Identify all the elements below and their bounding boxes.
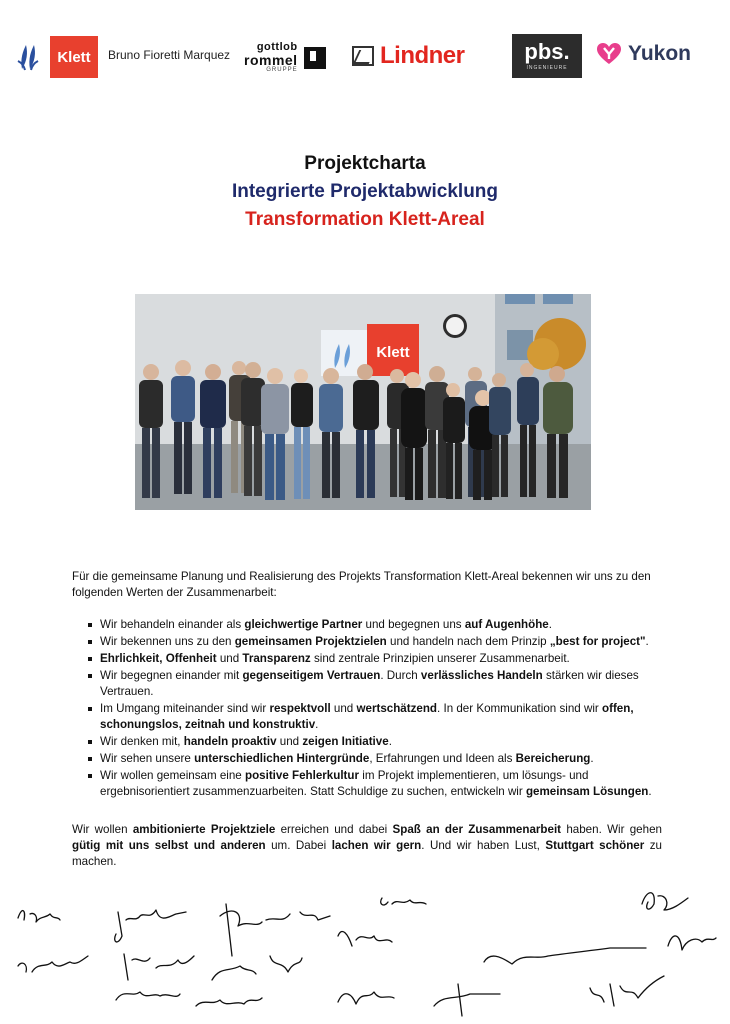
charter-body [72,569,662,870]
group-photo-illustration [135,294,591,510]
pbs-subtitle: INGENIEURE [526,65,568,71]
partner-logo-bar [0,30,730,84]
signature [196,998,262,1006]
klett-logo [14,36,98,78]
value-item: Wir denken mit, handeln proaktiv und zeigen Initiative. [88,734,662,750]
lindner-mark-icon [352,46,374,66]
yukon-logo [596,42,691,66]
rommel-top-text: gottlob [256,41,298,53]
signature [484,948,646,964]
klett-wordmark: Klett [50,36,98,78]
charter-title-block [0,150,730,234]
signature [116,992,180,1000]
rommel-main-text: rommel [244,52,298,68]
handwritten-signatures [0,876,730,1024]
signature [381,898,426,905]
charter-title: Projektcharta [304,153,426,174]
pbs-wordmark: pbs. [524,39,570,64]
signature-area [0,876,730,1024]
values-list [88,617,662,800]
pbs-logo [512,34,582,78]
value-item: Wir sehen unsere unterschiedlichen Hintergründe, Erfahrungen und Ideen als Bereicherung. [88,751,662,767]
bruno-fioretti-marquez-logo: Bruno Fioretti Marquez [108,48,231,62]
signature [668,936,716,950]
signature [18,911,60,922]
charter-subtitle-process: Integrierte Projektabwicklung [231,181,499,202]
rommel-sub-text: GRUPPE [266,67,298,73]
lindner-wordmark: Lindner [380,42,465,69]
signature [124,954,194,980]
signature [642,893,688,910]
charter-intro: Für die gemeinsame Planung und Realisierung des Projekts Transformation Klett-Areal bekennen wir uns zu den folgenden Werten der Zusammenarbeit: [72,570,651,599]
signature [338,931,392,946]
value-item: Wir bekennen uns zu den gemeinsamen Projektzielen und handeln nach dem Prinzip „best for project". [88,634,662,650]
signature [18,956,88,972]
photo-sign-text: Klett [376,344,410,361]
gottlob-rommel-logo [244,42,326,73]
signature [220,904,330,956]
signature [338,992,394,1004]
yukon-wordmark: Yukon [628,42,692,65]
value-item: Wir behandeln einander als gleichwertige Partner und begegnen uns auf Augenhöhe. [88,617,662,633]
team-group-photo [135,294,591,510]
value-item: Im Umgang miteinander sind wir respektvoll und wertschätzend. In der Kommunikation sind wir offen, schonungslos, zeitnah und konstruktiv. [88,701,662,733]
value-item: Ehrlichkeit, Offenheit und Transparenz sind zentrale Prinzipien unserer Zusammenarbeit. [88,651,662,667]
signature [590,976,664,1006]
value-item: Wir wollen gemeinsam eine positive Fehlerkultur im Projekt implementieren, um lösungs- und ergebnisorientiert zusammenzuarbeiten. Statt Schuldige zu suchen, entwickeln wir gemeinsam Lösungen. [88,768,662,800]
charter-closing: Wir wollen ambitionierte Projektziele erreichen und dabei Spaß an der Zusammenarbeit haben. Wir gehen gütig mit uns selbst und anderen um. Dabei lachen wir gern. Und wir haben Lust, Stuttgart schöner zu machen. [72,823,662,868]
yukon-heart-icon [596,42,622,66]
rommel-square-icon [304,47,326,69]
signature [434,984,500,1016]
value-item: Wir begegnen einander mit gegenseitigem Vertrauen. Durch verlässliches Handeln stärken wir dieses Vertrauen. [88,668,662,700]
lindner-logo [352,42,465,70]
signature [212,956,302,980]
signature [115,910,186,942]
charter-subtitle-project: Transformation Klett-Areal [245,209,485,230]
klett-leaf-icon [14,41,46,73]
